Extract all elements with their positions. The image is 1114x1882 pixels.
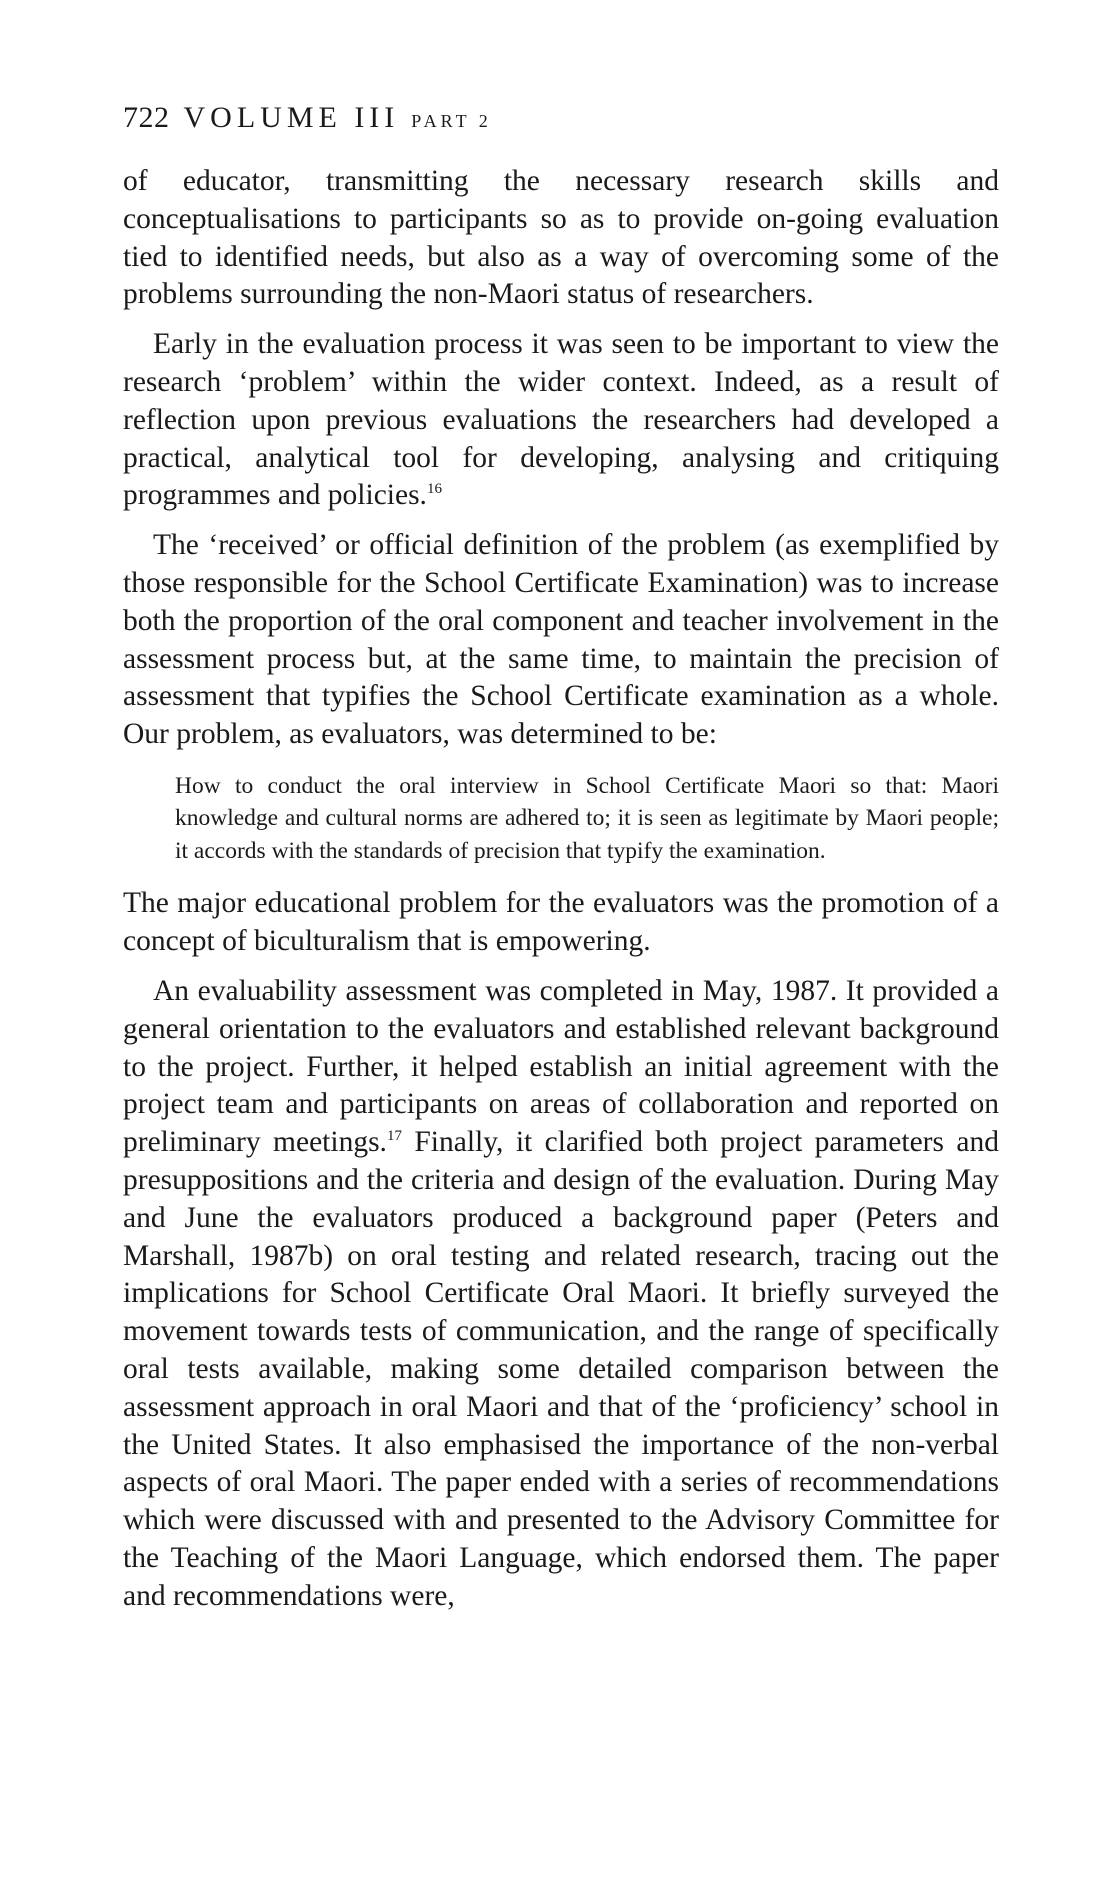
paragraph-text: The major educational problem for the evaluators was the promotion of a concept of biculturalism that is empowering. xyxy=(123,887,999,958)
paragraph-text: An evaluability assessment was completed in May, 1987. It provided a general orientation to the evaluators and established relevant background to the project. Further, it helped establish an initial agreement with the project team and participants on areas of collaboration and reported on preliminary meetings. xyxy=(123,975,999,1159)
paragraph-text: Early in the evaluation process it was seen to be important to view the research ‘problem’ within the wider context. Indeed, as a result of reflection upon previous evaluations the researchers had developed a practical, analytical tool for developing, analysing and critiquing programmes and policies. xyxy=(123,328,999,512)
paragraph-evaluability xyxy=(123,973,999,1616)
part-label: PART 2 xyxy=(411,111,492,131)
paragraph-text: Finally, it clarified both project parameters and presuppositions and the criteria and design of the evaluation. During May and June the evaluators produced a background paper (Peters and Marshall, 1987b) on oral testing and related research, tracing out the implications for School Certificate Oral Maori. It briefly surveyed the movement towards tests of communication, and the range of specifically oral tests available, making some detailed comparison between the assessment approach in oral Maori and that of the ‘proficiency’ school in the United States. It also emphasised the importance of the non-verbal aspects of oral Maori. The paper ended with a series of recommendations which were discussed with and presented to the Advisory Committee for the Teaching of the Maori Language, which endorsed them. The paper and recommendations were, xyxy=(123,1126,1000,1612)
block-quote-text: How to conduct the oral interview in School Certificate Maori so that: Maori knowledge and cultural norms are adhered to; it is seen as legitimate by Maori people; it accords with the standards of precision that typify the examination. xyxy=(175,772,999,864)
footnote-ref: 16 xyxy=(426,481,442,498)
volume-label: VOLUME III xyxy=(183,101,400,134)
page xyxy=(123,100,999,1628)
running-head xyxy=(123,100,999,139)
footnote-ref: 17 xyxy=(386,1128,402,1145)
paragraph-continuation xyxy=(123,163,999,314)
paragraph-text: The ‘received’ or official definition of the problem (as exemplified by those responsible for the School Certificate Examination) was to increase both the proportion of the oral component and teacher involvement in the assessment process but, at the same time, to maintain the precision of assessment that typifies the School Certificate examination as a whole. Our problem, as evaluators, was determined to be: xyxy=(123,529,999,751)
block-quote xyxy=(175,770,999,868)
paragraph-text: of educator, transmitting the necessary research skills and conceptualisations to participants so as to provide on-going evaluation tied to identified needs, but also as a way of overcoming some of the problems surrounding the non-Maori status of researchers. xyxy=(123,165,999,311)
paragraph-educational-problem xyxy=(123,885,999,961)
page-number: 722 xyxy=(123,101,170,134)
paragraph-problem-definition xyxy=(123,527,999,754)
paragraph-context xyxy=(123,326,999,515)
